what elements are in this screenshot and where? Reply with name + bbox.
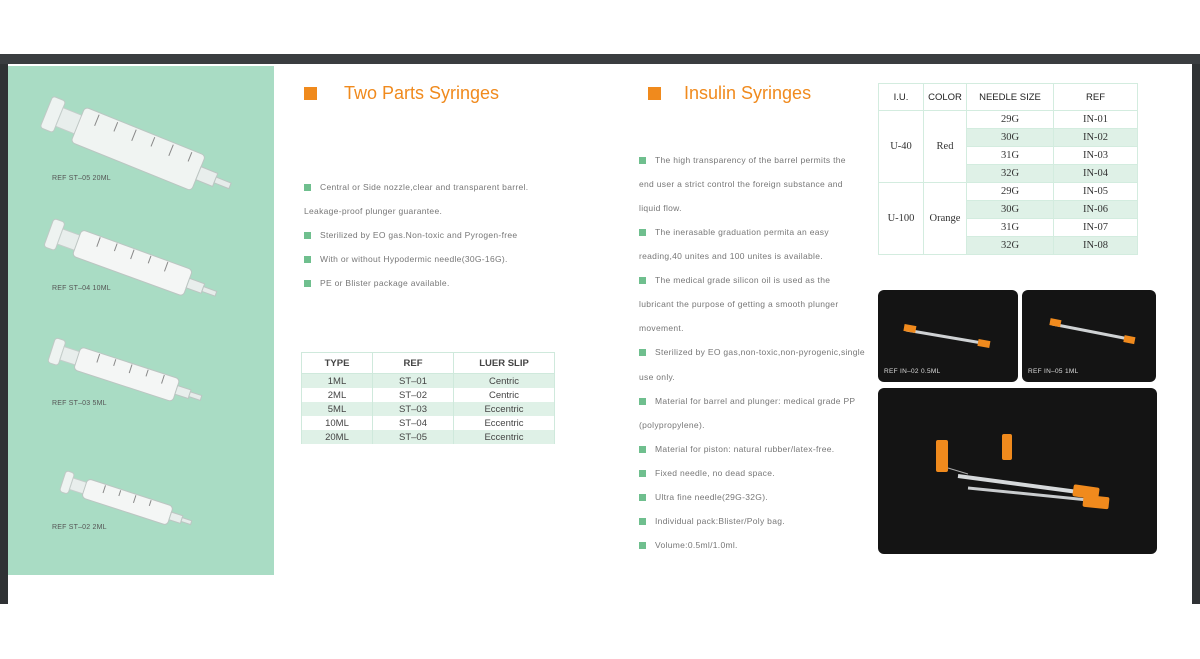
table-header: COLOR <box>924 84 967 111</box>
table-cell: Centric <box>454 374 555 389</box>
bullet-item: lubricant the purpose of getting a smooth plunger <box>639 299 839 309</box>
table-row <box>879 111 1138 129</box>
top-bar <box>0 54 1200 64</box>
bullet-square-icon <box>304 256 311 263</box>
bullet-square-icon <box>639 494 646 501</box>
syringe-5ml-image <box>38 330 218 430</box>
left-edge <box>0 64 8 604</box>
iu-cell: U-100 <box>879 183 924 255</box>
bullet-item: With or without Hypodermic needle(30G-16G). <box>304 254 508 264</box>
bullet-item: liquid flow. <box>639 203 682 213</box>
ref-label: REF ST–02 2ML <box>52 524 107 531</box>
bullet-item: Volume:0.5ml/1.0ml. <box>639 540 738 550</box>
insulin-group-photo <box>878 388 1157 554</box>
table-header: LUER SLIP <box>454 353 555 374</box>
bullet-item: The inerasable graduation permita an easy <box>639 227 829 237</box>
ref-label: REF ST–04 10ML <box>52 285 111 292</box>
table-cell: 31G <box>967 219 1054 237</box>
table-header: NEEDLE SIZE <box>967 84 1054 111</box>
bullet-item: movement. <box>639 323 684 333</box>
table-cell: ST–02 <box>373 388 454 402</box>
ref-label: REF ST–03 5ML <box>52 400 107 407</box>
table-header: I.U. <box>879 84 924 111</box>
right-edge <box>1192 64 1200 604</box>
bullet-item: (polypropylene). <box>639 420 705 430</box>
table-row <box>302 430 555 444</box>
table-cell: ST–05 <box>373 430 454 444</box>
bullet-square-icon <box>304 280 311 287</box>
table-cell: 32G <box>967 165 1054 183</box>
syringe-2ml-image <box>50 462 210 552</box>
color-cell: Red <box>924 111 967 183</box>
bullet-item: Fixed needle, no dead space. <box>639 468 775 478</box>
bullet-square-icon <box>639 349 646 356</box>
bullet-square-icon <box>639 157 646 164</box>
table-header: REF <box>373 353 454 374</box>
bullet-square-icon <box>639 518 646 525</box>
table-row <box>302 374 555 389</box>
table-cell: IN-05 <box>1054 183 1138 201</box>
section-marker-icon <box>648 87 661 100</box>
bullet-square-icon <box>639 470 646 477</box>
table-cell: 31G <box>967 147 1054 165</box>
bullet-square-icon <box>639 229 646 236</box>
table-cell: 29G <box>967 183 1054 201</box>
bullet-square-icon <box>639 398 646 405</box>
table-cell: ST–03 <box>373 402 454 416</box>
insulin-syringes-group-image <box>878 388 1157 554</box>
table-cell: IN-06 <box>1054 201 1138 219</box>
insulin-0-5ml-photo <box>878 290 1018 382</box>
photo-caption: REF IN–02 0.5ML <box>884 368 941 375</box>
table-cell: 29G <box>967 111 1054 129</box>
bullet-item: Material for piston: natural rubber/latex-free. <box>639 444 834 454</box>
bullet-item: Leakage-proof plunger guarantee. <box>304 206 443 216</box>
bullet-square-icon <box>639 446 646 453</box>
bullet-square-icon <box>304 184 311 191</box>
table-cell: IN-07 <box>1054 219 1138 237</box>
bullet-item: Sterilized by EO gas,non-toxic,non-pyrogenic,single <box>639 347 865 357</box>
photo-caption: REF IN–05 1ML <box>1028 368 1079 375</box>
table-cell: IN-01 <box>1054 111 1138 129</box>
table-cell: 5ML <box>302 402 373 416</box>
table-cell: 20ML <box>302 430 373 444</box>
table-header: REF <box>1054 84 1138 111</box>
section-marker-icon <box>304 87 317 100</box>
insulin-spec-table <box>878 83 1138 255</box>
table-cell: 30G <box>967 201 1054 219</box>
table-cell: 30G <box>967 129 1054 147</box>
table-cell: ST–01 <box>373 374 454 389</box>
table-cell: Centric <box>454 388 555 402</box>
bullet-item: reading,40 unites and 100 unites is available. <box>639 251 823 261</box>
table-row <box>302 402 555 416</box>
iu-cell: U-40 <box>879 111 924 183</box>
table-cell: Eccentric <box>454 430 555 444</box>
table-cell: Eccentric <box>454 402 555 416</box>
two-parts-title: Two Parts Syringes <box>344 83 500 103</box>
table-row <box>302 416 555 430</box>
table-cell: IN-08 <box>1054 237 1138 255</box>
two-parts-spec-table <box>301 352 555 444</box>
bullet-item: The high transparency of the barrel permits the <box>639 155 846 165</box>
table-cell: 2ML <box>302 388 373 402</box>
table-header: TYPE <box>302 353 373 374</box>
bullet-item: Sterilized by EO gas.Non-toxic and Pyrogen-free <box>304 230 517 240</box>
bullet-item: end user a strict control the foreign substance and <box>639 179 843 189</box>
table-cell: IN-04 <box>1054 165 1138 183</box>
table-cell: 1ML <box>302 374 373 389</box>
color-cell: Orange <box>924 183 967 255</box>
syringe-10ml-image <box>32 212 232 322</box>
table-cell: Eccentric <box>454 416 555 430</box>
table-row <box>302 388 555 402</box>
table-cell: ST–04 <box>373 416 454 430</box>
ref-label: REF ST–05 20ML <box>52 175 111 182</box>
bullet-item: PE or Blister package available. <box>304 278 450 288</box>
bullet-item: Ultra fine needle(29G-32G). <box>639 492 768 502</box>
bullet-item: Central or Side nozzle,clear and transparent barrel. <box>304 182 528 192</box>
insulin-title: Insulin Syringes <box>684 83 812 103</box>
bullet-item: Individual pack:Blister/Poly bag. <box>639 516 785 526</box>
table-cell: IN-03 <box>1054 147 1138 165</box>
bullet-square-icon <box>304 232 311 239</box>
insulin-1ml-photo <box>1022 290 1156 382</box>
syringe-20ml-image <box>28 92 248 212</box>
bullet-square-icon <box>639 277 646 284</box>
bullet-item: use only. <box>639 372 676 382</box>
bullet-item: The medical grade silicon oil is used as the <box>639 275 830 285</box>
table-cell: 32G <box>967 237 1054 255</box>
bullet-square-icon <box>639 542 646 549</box>
table-cell: 10ML <box>302 416 373 430</box>
table-row <box>879 183 1138 201</box>
table-cell: IN-02 <box>1054 129 1138 147</box>
bullet-item: Material for barrel and plunger: medical grade PP <box>639 396 855 406</box>
